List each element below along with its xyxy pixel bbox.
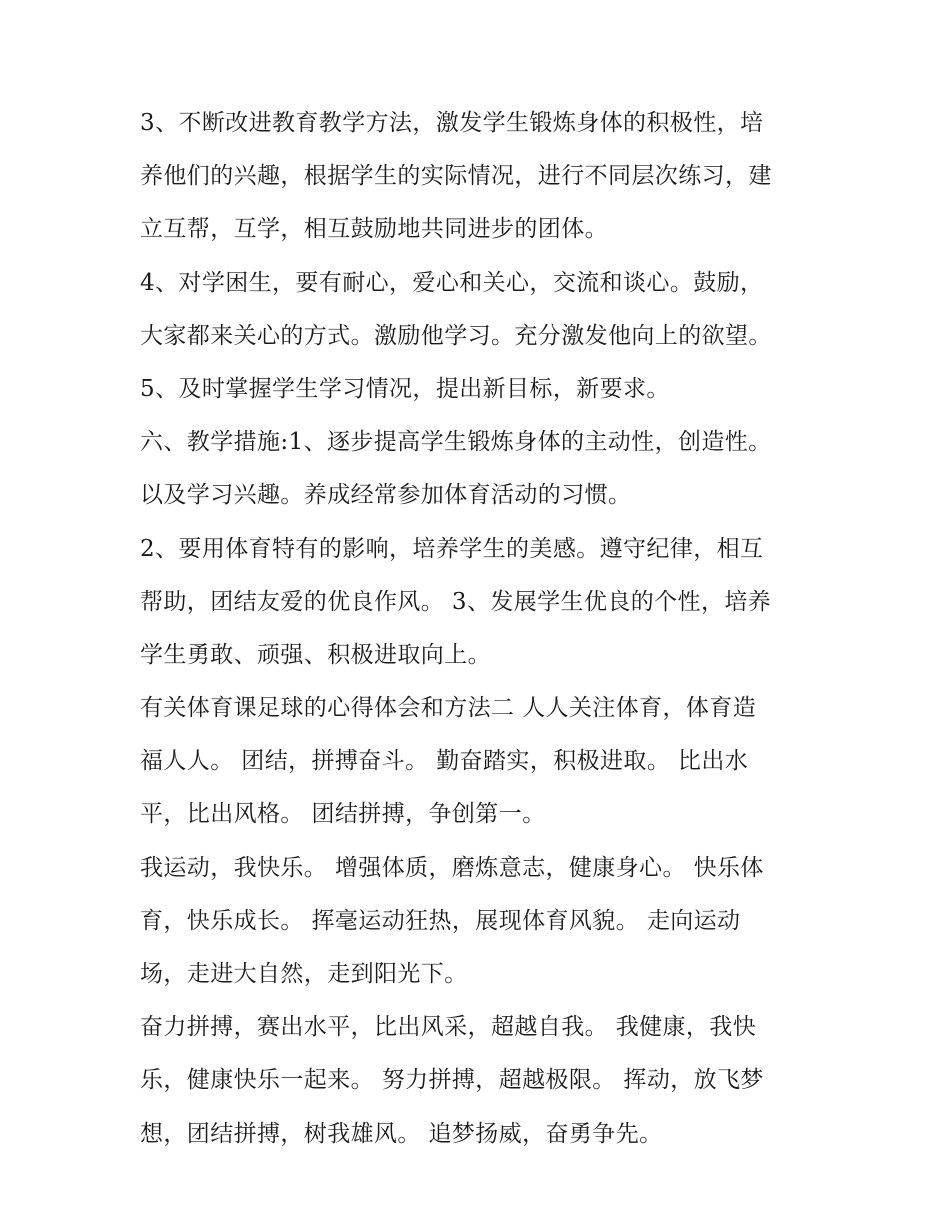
- text-line: 我运动，我快乐。 增强体质，磨炼意志，健康身心。 快乐体: [140, 854, 764, 881]
- text-line: 六、教学措施:1、逐步提高学生锻炼身体的主动性，创造性。: [140, 429, 772, 456]
- text-line: 大家都来关心的方式。激励他学习。充分激发他向上的欲望。: [140, 322, 772, 349]
- text-line: 4、对学困生，要有耐心，爱心和关心，交流和谈心。鼓励，: [140, 269, 764, 296]
- text-line: 养他们的兴趣，根据学生的实际情况，进行不同层次练习，建: [140, 163, 772, 190]
- text-line: 帮助，团结友爱的优良作风。 3、发展学生优良的个性，培养: [140, 588, 772, 615]
- text-line: 5、及时掌握学生学习情况，提出新目标，新要求。: [140, 375, 670, 402]
- text-line: 乐，健康快乐一起来。 努力拼搏，超越极限。 挥动，放飞梦: [140, 1067, 764, 1094]
- text-line: 立互帮，互学，相互鼓励地共同进步的团体。: [140, 216, 608, 243]
- document-body: [140, 108, 830, 1172]
- text-line: 奋力拼搏，赛出水平，比出风采，超越自我。 我健康，我快: [140, 1014, 757, 1041]
- text-line: 2、要用体育特有的影响，培养学生的美感。遵守纪律，相互: [140, 535, 764, 562]
- text-line: 以及学习兴趣。养成经常参加体育活动的习惯。: [140, 482, 632, 509]
- text-line: 平，比出风格。 团结拼搏，争创第一。: [140, 801, 546, 828]
- text-line: 福人人。 团结，拼搏奋斗。 勤奋踏实，积极进取。 比出水: [140, 748, 749, 775]
- text-line: 育，快乐成长。 挥毫运动狂热，展现体育风貌。 走向运动: [140, 907, 741, 934]
- text-line: 3、不断改进教育教学方法，激发学生锻炼身体的积极性，培: [140, 110, 764, 136]
- text-line: 想，团结拼搏，树我雄风。 追梦扬威，奋勇争先。: [140, 1120, 663, 1147]
- text-line: 有关体育课足球的心得体会和方法二 人人关注体育，体育造: [140, 695, 757, 722]
- text-line: 场，走进大自然，走到阳光下。: [140, 961, 468, 987]
- text-line: 学生勇敢、顽强、积极进取向上。: [140, 641, 491, 668]
